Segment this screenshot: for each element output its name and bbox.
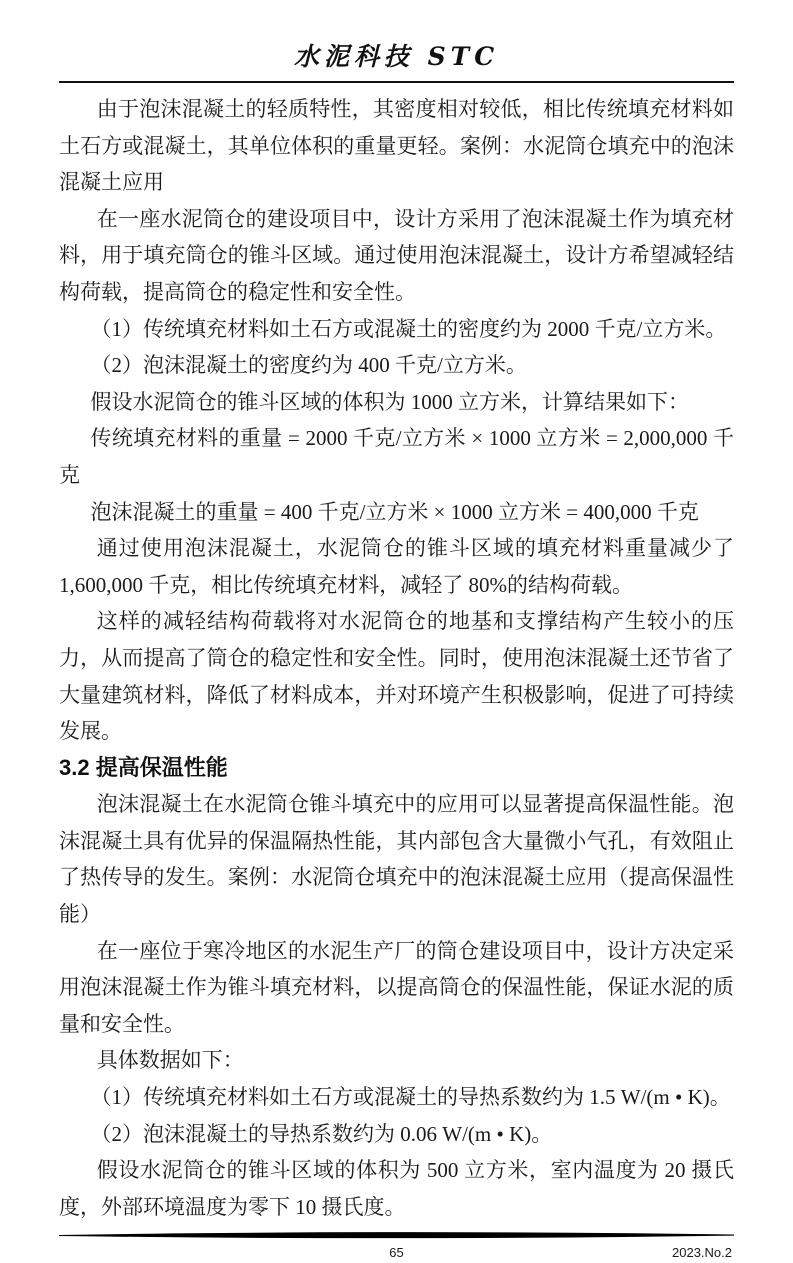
body-paragraph: 这样的减轻结构荷载将对水泥筒仓的地基和支撑结构产生较小的压力，从而提高了筒仓的稳定性和安全性。同时，使用泡沫混凝土还节省了大量建筑材料，降低了材料成本，并对环境产生积极影响，促进了可持续发展。 (59, 609, 734, 744)
formula-weight-foam: 泡沫混凝土的重量 = 400 千克/立方米 × 1000 立方米 = 400,000 千克 (90, 499, 699, 524)
document-body (59, 91, 734, 1225)
list-item-density-foam: （2）泡沫混凝土的密度约为 400 千克/立方米。 (90, 353, 527, 378)
footer-rule (59, 1231, 734, 1241)
body-paragraph: 假设水泥筒仓的锥斗区域的体积为 1000 立方米，计算结果如下： (90, 389, 689, 414)
list-item-conductivity-traditional: （1）传统填充材料如土石方或混凝土的导热系数约为 1.5 W/(m • K)。 (90, 1085, 731, 1110)
issue-number: 2023.No.2 (672, 1245, 732, 1261)
body-paragraph: 泡沫混凝土在水泥筒仓锥斗填充中的应用可以显著提高保温性能。泡沫混凝土具有优异的保温隔热性能，其内部包含大量微小气孔，有效阻止了热传导的发生。案例：水泥筒仓填充中的泡沫混凝土应用（提高保温性能） (59, 792, 734, 927)
body-paragraph: 由于泡沫混凝土的轻质特性，其密度相对较低，相比传统填充材料如土石方或混凝土，其单位体积的重量更轻。案例：水泥筒仓填充中的泡沫混凝土应用 (59, 97, 734, 195)
list-item-conductivity-foam: （2）泡沫混凝土的导热系数约为 0.06 W/(m • K)。 (90, 1121, 553, 1146)
body-paragraph: 在一座水泥筒仓的建设项目中，设计方采用了泡沫混凝土作为填充材料，用于填充筒仓的锥斗区域。通过使用泡沫混凝土，设计方希望减轻结构荷载，提高筒仓的稳定性和安全性。 (59, 206, 734, 304)
body-paragraph: 在一座位于寒冷地区的水泥生产厂的筒仓建设项目中，设计方决定采用泡沫混凝土作为锥斗填充材料，以提高筒仓的保温性能，保证水泥的质量和安全性。 (59, 938, 734, 1036)
page-footer (59, 1231, 734, 1263)
body-paragraph: 假设水泥筒仓的锥斗区域的体积为 500 立方米，室内温度为 20 摄氏度，外部环境温度为零下 10 摄氏度。 (59, 1158, 734, 1219)
page-number: 65 (389, 1245, 404, 1261)
header-rule (59, 81, 734, 83)
list-item-density-traditional: （1）传统填充材料如土石方或混凝土的密度约为 2000 千克/立方米。 (90, 316, 727, 341)
page-container (59, 0, 734, 1263)
journal-title: 水泥科技 STC (293, 42, 500, 71)
footer-row (59, 1243, 734, 1263)
body-paragraph: 具体数据如下： (96, 1048, 244, 1073)
section-heading-3-2: 3.2 提高保温性能 (59, 754, 228, 780)
body-paragraph: 通过使用泡沫混凝土，水泥筒仓的锥斗区域的填充材料重量减少了 1,600,000 千克，相比传统填充材料，减轻了 80%的结构荷载。 (59, 536, 734, 597)
formula-weight-traditional: 传统填充材料的重量 = 2000 千克/立方米 × 1000 立方米 = 2,000,000 千克 (59, 426, 734, 487)
